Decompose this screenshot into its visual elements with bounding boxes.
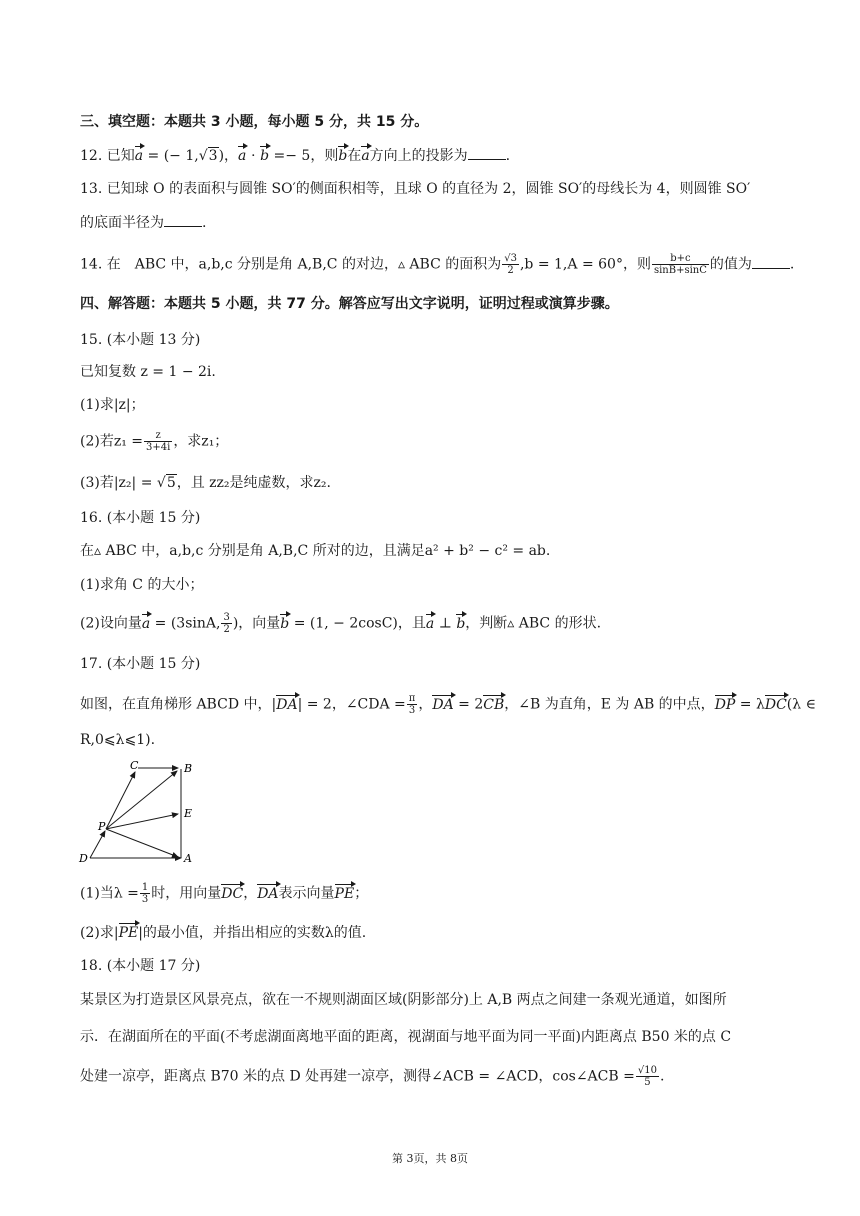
frac-num: √10: [637, 1065, 657, 1076]
q12-text: ⋅: [246, 148, 261, 164]
vector-DC: DC: [221, 885, 244, 902]
frac-num: π: [408, 693, 416, 704]
frac-den: 2: [223, 624, 230, 635]
fraction: [144, 430, 172, 453]
q18-text: 处建一凉亭，距离点 B70 米的点 D 处再建一凉亭，测得∠ACB = ∠ACD，cos∠ACB =: [80, 1068, 635, 1085]
label-A: A: [184, 852, 192, 865]
answer-blank: [164, 214, 202, 227]
q17-text: (1)当λ =: [80, 885, 139, 902]
q15-text: ，求z₁；: [173, 433, 229, 450]
question-18-line-2: 示．在湖面所在的平面(不考虑湖面离地平面的距离，视湖面与地平面为同一平面)内距离点 B50 米的点 C: [80, 1029, 732, 1045]
q17-text: ，: [418, 696, 433, 713]
vector-DC: DC: [764, 696, 787, 713]
vector-b: b: [260, 148, 270, 164]
q13-end: .: [202, 215, 207, 231]
q16-text: = (1, − 2cosC)，且: [289, 615, 426, 632]
vector-PE: PE: [118, 925, 139, 941]
frac-den: 3+4i: [146, 442, 171, 453]
q17-text: ，: [243, 885, 258, 902]
question-15-title: 15. (本小题 13 分): [80, 332, 201, 348]
q15-text: (2)若z₁ =: [80, 433, 143, 450]
trapezoid-figure: [72, 758, 202, 868]
vector-b: b: [456, 615, 466, 632]
q15-text: (3)若|z₂| =: [80, 475, 153, 491]
q14-end: .: [789, 256, 795, 273]
q12-text: )，: [218, 148, 239, 164]
frac-den: 5: [644, 1077, 651, 1088]
question-16-part-2: [80, 612, 601, 635]
q12-end: .: [505, 148, 511, 164]
q12-text: =− 5，则: [269, 148, 339, 164]
label-P: P: [98, 820, 106, 833]
vector-DA: DA: [257, 885, 279, 902]
vector-DA: DA: [432, 696, 454, 713]
question-17-title: 17. (本小题 15 分): [80, 656, 201, 672]
question-17-part-2: [80, 923, 366, 943]
question-15-part-2: [80, 430, 228, 453]
question-12: 12. 已知a = (− 1,√3)，a ⋅ b =− 5，则b在a方向上的投影为 .: [80, 148, 511, 164]
frac-num: z: [144, 430, 172, 442]
vector-a: a: [425, 615, 435, 632]
page-footer: 第 3页，共 8页: [392, 1152, 468, 1165]
q17-text: ，∠B 为直角，E 为 AB 的中点，: [504, 696, 715, 713]
vector-a: a: [361, 148, 370, 164]
fraction: [140, 882, 150, 905]
q15-text: ，且 zz₂是纯虚数，求z₂.: [176, 475, 331, 491]
question-17-part-1: [80, 882, 368, 905]
question-13-line-2: [80, 213, 206, 233]
q16-text: (2)设向量: [80, 615, 142, 632]
question-17-line-2: R,0⩽λ⩽1).: [80, 732, 156, 748]
question-15-part-3: (3)若|z₂| = √5，且 zz₂是纯虚数，求z₂.: [80, 475, 331, 491]
frac-den: 3: [408, 705, 416, 716]
q12-text: 已知: [106, 148, 135, 164]
q13-text: 的底面半径为: [80, 215, 164, 231]
sqrt-value: 3: [208, 148, 218, 164]
fraction: [407, 693, 418, 716]
frac-den: sinB+sinC: [653, 265, 707, 276]
q17-text: (2)求|: [80, 925, 119, 941]
vector-a: a: [141, 615, 151, 632]
frac-den: 2: [507, 265, 514, 276]
vector-DP: DP: [714, 696, 736, 713]
frac-num: b+c: [652, 253, 709, 265]
q17-text: (λ ∈: [786, 696, 816, 713]
question-15-stem: 已知复数 z = 1 − 2i.: [80, 364, 216, 380]
vector-a: a: [238, 148, 247, 164]
label-C: C: [130, 759, 139, 772]
segment-PA: [106, 829, 178, 857]
q17-text: 如图，在直角梯形 ABCD 中，|: [80, 696, 277, 713]
question-18-line-1: 某景区为打造景区风景亮点，欲在一不规则湖面区域(阴影部分)上 A,B 两点之间建一条观光通道，如图所: [80, 992, 727, 1008]
q16-text: )，向量: [232, 615, 281, 632]
q14-text: 14. 在 ABC 中，a,b,c 分别是角 A,B,C 的对边，▵ ABC 的面积为: [80, 256, 502, 273]
question-14: [80, 253, 794, 276]
label-B: B: [184, 762, 193, 775]
question-16-part-1: (1)求角 C 的大小；: [80, 577, 204, 593]
q17-text: ；: [354, 885, 369, 902]
fraction: [652, 253, 709, 276]
vector-DA: DA: [276, 696, 298, 713]
fraction: [636, 1065, 659, 1088]
q12-text: 在: [347, 148, 362, 164]
frac-den: 3: [141, 894, 149, 905]
label-E: E: [184, 807, 193, 820]
q17-text: | = 2，∠CDA =: [297, 696, 406, 713]
q17-text: = 2: [453, 696, 484, 713]
q17-text: = λ: [735, 696, 765, 713]
answer-blank: [752, 256, 790, 269]
q14-text: ,b = 1,A = 60°，则: [519, 256, 651, 273]
segment-PC: [106, 772, 135, 829]
fraction: [221, 612, 231, 635]
question-17-line-1: [80, 693, 816, 716]
fraction: [502, 253, 519, 276]
segment-DP: [90, 831, 105, 858]
frac-num: √3: [504, 253, 517, 264]
section-3-heading: 三、填空题：本题共 3 小题，每小题 5 分，共 15 分。: [80, 114, 429, 130]
q16-text: ⊥: [434, 615, 457, 632]
sqrt-value: 5: [166, 475, 176, 491]
question-16-stem: 在▵ ABC 中，a,b,c 分别是角 A,B,C 所对的边，且满足a² + b² − c² = ab.: [80, 543, 551, 559]
question-15-part-1: (1)求|z|；: [80, 397, 145, 413]
label-D: D: [79, 852, 88, 865]
vector-a: a: [134, 148, 144, 164]
vector-CB: CB: [483, 696, 505, 713]
vector-b: b: [338, 148, 348, 164]
question-18-title: 18. (本小题 17 分): [80, 958, 201, 974]
question-18-line-3: [80, 1065, 664, 1088]
segment-PB: [106, 771, 177, 829]
q17-text: |的最小值，并指出相应的实数λ的值.: [138, 925, 367, 941]
q16-text: ，判断▵ ABC 的形状.: [465, 615, 602, 632]
vector-b: b: [280, 615, 290, 632]
q12-text: 方向上的投影为: [369, 148, 468, 164]
question-13-line-1: 13. 已知球 O 的表面积与圆锥 SO′的侧面积相等，且球 O 的直径为 2，圆锥 SO′的母线长为 4，则圆锥 SO′: [80, 181, 751, 197]
frac-num: 3: [223, 612, 230, 623]
section-4-heading: 四、解答题：本题共 5 小题，共 77 分。解答应写出文字说明，证明过程或演算步骤。: [80, 296, 619, 312]
q17-text: 表示向量: [278, 885, 335, 902]
q12-text: = (− 1,: [143, 148, 199, 164]
vector-PE: PE: [334, 885, 355, 902]
q14-text: 的值为: [709, 256, 752, 273]
q17-text: 时，用向量: [151, 885, 222, 902]
frac-num: 1: [141, 882, 149, 893]
question-16-title: 16. (本小题 15 分): [80, 510, 201, 526]
segment-PE: [106, 814, 178, 829]
q18-end: .: [659, 1068, 665, 1085]
q16-text: = (3sinA,: [150, 615, 221, 632]
q12-number: 12.: [80, 148, 103, 164]
answer-blank: [468, 147, 506, 160]
